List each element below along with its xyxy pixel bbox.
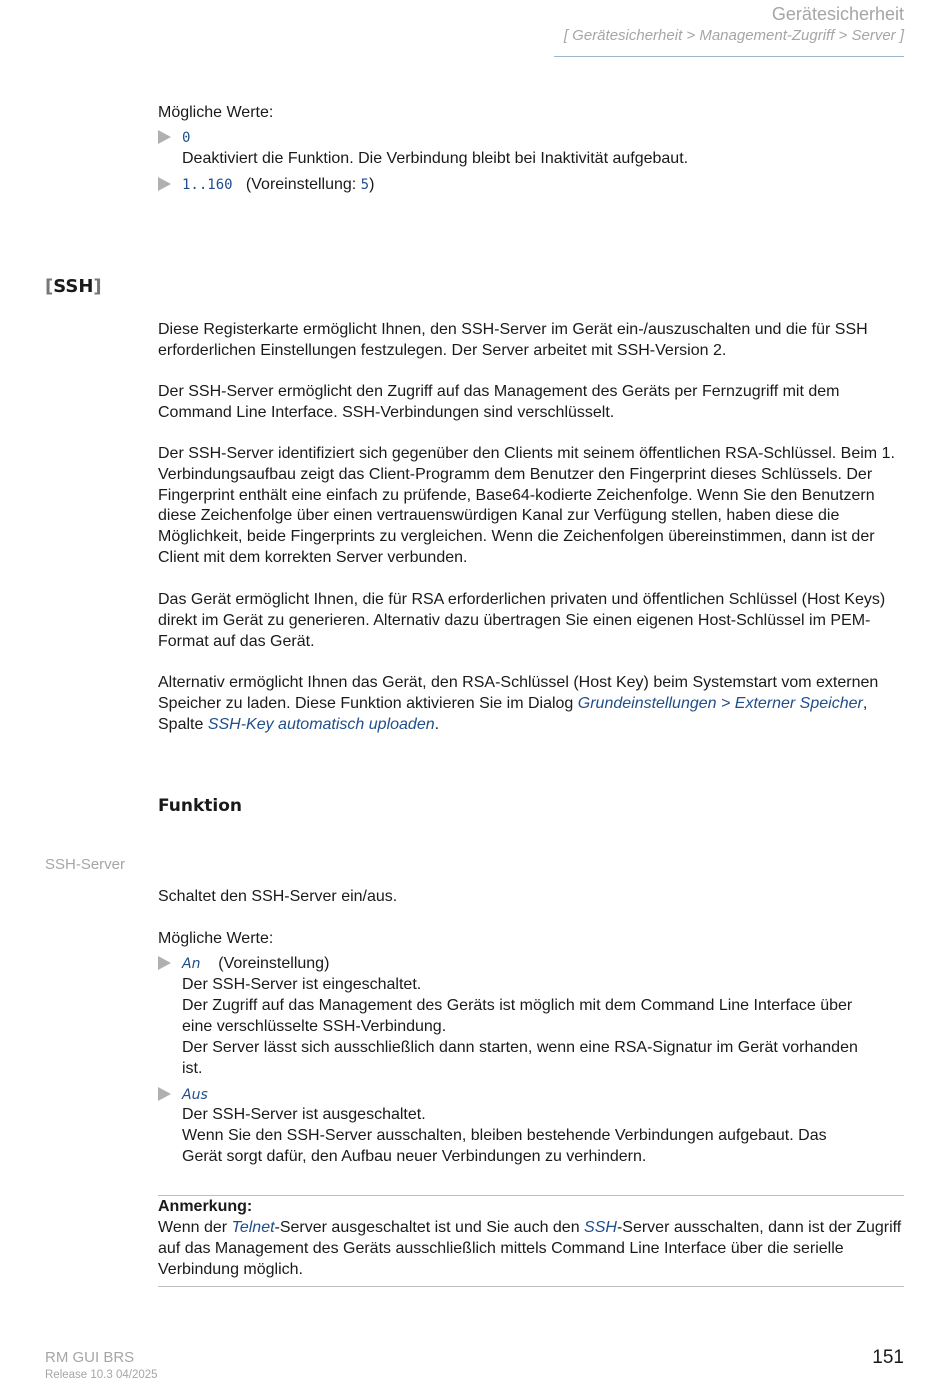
- option-an-line: Der SSH-Server ist eingeschaltet.: [182, 976, 422, 993]
- option-aus-line: Gerät sorgt dafür, den Aufbau neuer Verbindungen zu verhindern.: [182, 1148, 647, 1165]
- value-item-0-desc: Deaktiviert die Funktion. Die Verbindung bleibt bei Inaktivität aufgebaut.: [182, 150, 689, 167]
- note-text: [158, 1218, 904, 1280]
- section-title-ssh: [45, 276, 102, 297]
- note-bottom-divider: [158, 1286, 904, 1287]
- telnet-link[interactable]: Telnet: [231, 1219, 275, 1236]
- paragraph-text: , Spalte: [158, 694, 868, 733]
- option-aus-line: Wenn Sie den SSH-Server ausschalten, bleiben bestehende Verbindungen aufgebaut. Das: [182, 1127, 827, 1144]
- value-code: 1..160: [182, 177, 233, 193]
- note-top-divider: [158, 1195, 904, 1196]
- function-intro: Schaltet den SSH-Server ein/aus.: [158, 888, 398, 905]
- default-prefix: (Voreinstellung:: [245, 176, 361, 193]
- page-number: 151: [872, 1347, 904, 1368]
- ssh-paragraph-4: Das Gerät ermöglicht Ihnen, die für RSA erforderlichen privaten und öffentlichen Schlüssel (Host Keys) direkt im Gerät zu generieren. Alternativ dazu übertragen Sie einen eigenen Host-Schlüssel im PEM-Format auf das Gerät.: [158, 591, 886, 650]
- note-text-part: Wenn der: [158, 1219, 232, 1236]
- page-header-title: Gerätesicherheit: [771, 4, 904, 24]
- ssh-paragraph-1: Diese Registerkarte ermöglicht Ihnen, den SSH-Server im Gerät ein-/auszuschalten und die für SSH erforderlichen Einstellungen festzulegen. Der Server arbeitet mit SSH-Version 2.: [158, 321, 868, 359]
- dialog-link-external-storage[interactable]: Grundeinstellungen > Externer Speicher: [577, 694, 863, 712]
- option-an-line: ist.: [182, 1060, 203, 1077]
- bullet-triangle-icon: [158, 130, 171, 144]
- option-code: An: [182, 956, 201, 972]
- ssh-paragraph-5: [158, 673, 904, 735]
- section-title-text: SSH: [53, 276, 94, 297]
- bullet-triangle-icon: [158, 177, 171, 191]
- option-aus-line: Der SSH-Server ist ausgeschaltet.: [182, 1106, 426, 1123]
- parameter-label-ssh-server: SSH-Server: [45, 856, 126, 873]
- option-an-line: Der Server lässt sich ausschließlich dann starten, wenn eine RSA-Signatur im Gerät vorhanden: [182, 1039, 858, 1056]
- footer-document-name: RM GUI BRS: [45, 1349, 135, 1366]
- note-text-part: -Server ausgeschaltet ist und Sie auch den: [274, 1219, 585, 1236]
- ssh-paragraph-2: Der SSH-Server ermöglicht den Zugriff auf das Management des Geräts per Fernzugriff mit dem Command Line Interface. SSH-Verbindungen sind verschlüsselt.: [158, 383, 840, 421]
- footer-release: Release 10.3 04/2025: [45, 1369, 158, 1381]
- value-item-0: [182, 127, 190, 149]
- paragraph-text: .: [434, 715, 440, 733]
- values-label: Mögliche Werte:: [158, 930, 274, 947]
- header-divider: [554, 56, 904, 57]
- bullet-triangle-icon: [158, 956, 171, 970]
- column-link-ssh-key-upload[interactable]: SSH-Key automatisch uploaden: [207, 715, 435, 733]
- ssh-link[interactable]: SSH: [584, 1219, 617, 1236]
- option-default: (Voreinstellung): [218, 955, 330, 972]
- subsection-heading-funktion: Funktion: [158, 796, 243, 816]
- breadcrumb: [ Gerätesicherheit > Management-Zugriff > Server ]: [563, 27, 904, 44]
- ssh-paragraph-3: Der SSH-Server identifiziert sich gegenüber den Clients mit seinem öffentlichen RSA-Schlüssel. Beim 1. Verbindungsaufbau zeigt das Client-Programm dem Benutzer den Fingerprint dieses Schlüssels. Der Fingerprint enthält eine einfach zu prüfende, Base64-kodierte Zeichenfolge. Wenn Sie den Benutzern diese Zeichenfolge über einen vertrauenswürdigen Kanal zur Verfügung stellen, haben diese die Möglichkeit, beide Fingerprints zu vergleichen. Wenn die Zeichenfolgen übereinstimmen, dann ist der Client mit dem korrekten Server verbunden.: [158, 445, 895, 566]
- default-suffix: ): [369, 176, 375, 193]
- option-an: [182, 953, 329, 975]
- option-code: Aus: [182, 1087, 208, 1103]
- bracket-open: [: [45, 276, 54, 297]
- note-heading: Anmerkung:: [158, 1198, 253, 1215]
- value-item-1: [182, 174, 374, 196]
- value-code: 0: [182, 130, 191, 146]
- paragraph-text: Alternativ ermöglicht Ihnen das Gerät, den RSA-Schlüssel (Host Key) beim Systemstart vom externen Speicher zu laden. Diese Funktion aktivieren Sie im Dialog: [158, 674, 879, 712]
- option-an-line: eine verschlüsselte SSH-Verbindung.: [182, 1018, 447, 1035]
- note-text-part: -Server ausschalten, dann ist der Zugriff auf das Management des Geräts ausschließlich mittels Command Line Interface über die serielle Verbindung möglich.: [158, 1219, 902, 1278]
- default-value: 5: [360, 177, 370, 193]
- bracket-close: ]: [93, 276, 102, 297]
- values-label: Mögliche Werte:: [158, 104, 274, 121]
- option-aus: [182, 1084, 208, 1106]
- bullet-triangle-icon: [158, 1087, 171, 1101]
- option-an-line: Der Zugriff auf das Management des Geräts ist möglich mit dem Command Line Interface über: [182, 997, 853, 1014]
